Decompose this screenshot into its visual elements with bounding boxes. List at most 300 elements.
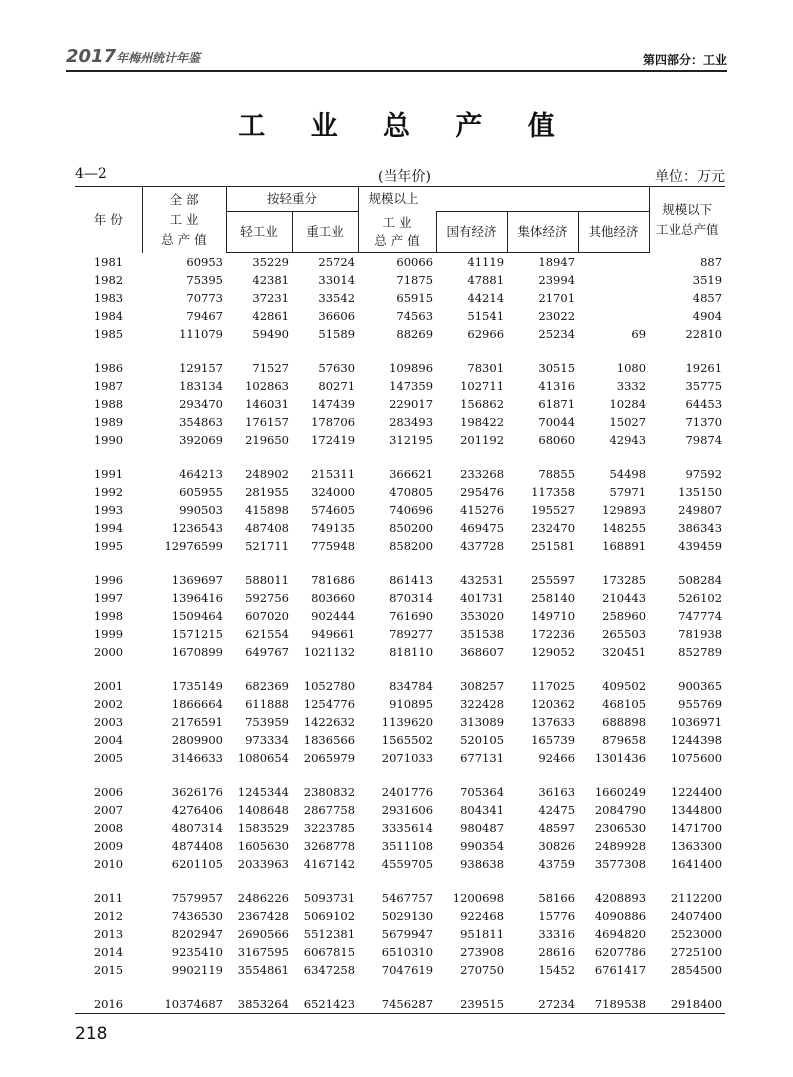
value-cell: 149710 xyxy=(531,609,576,623)
value-cell: 18947 xyxy=(538,255,576,269)
value-cell: 172419 xyxy=(311,433,356,447)
value-cell: 761690 xyxy=(389,609,434,623)
value-cell: 1565502 xyxy=(381,733,434,747)
page-title: 工 业 总 产 值 xyxy=(238,111,573,142)
value-cell: 5467757 xyxy=(381,891,434,905)
value-cell: 852789 xyxy=(678,645,723,659)
value-cell: 313089 xyxy=(460,715,505,729)
yearbook-brand xyxy=(66,46,200,67)
col-total-line2: 工 业 xyxy=(169,211,199,227)
year-cell: 2002 xyxy=(93,697,124,711)
value-cell: 21701 xyxy=(538,291,576,305)
value-cell: 117358 xyxy=(531,485,576,499)
value-cell: 4694820 xyxy=(594,927,647,941)
group-spacer xyxy=(75,449,725,465)
value-cell: 688898 xyxy=(602,715,647,729)
year-cell: 2008 xyxy=(93,821,124,835)
group-spacer xyxy=(75,661,725,677)
value-cell: 469475 xyxy=(460,521,505,535)
value-cell: 749135 xyxy=(311,521,356,535)
value-cell: 781686 xyxy=(311,573,356,587)
value-cell: 2918400 xyxy=(649,995,725,1014)
value-cell: 415276 xyxy=(460,503,505,517)
value-cell: 2486226 xyxy=(237,891,289,905)
value-cell: 109896 xyxy=(389,361,434,375)
value-cell: 7189538 xyxy=(578,995,649,1014)
value-cell: 9902119 xyxy=(171,963,223,977)
value-cell: 102863 xyxy=(245,379,289,393)
value-cell: 887 xyxy=(700,254,723,269)
year-cell: 2009 xyxy=(93,839,124,853)
col-group-light-heavy: 按轻重分 xyxy=(226,187,358,212)
value-cell: 1571215 xyxy=(171,627,223,641)
value-cell: 71527 xyxy=(252,361,289,375)
year-cell: 1997 xyxy=(93,591,124,605)
value-cell: 70773 xyxy=(186,291,223,305)
table-meta xyxy=(75,166,725,184)
value-cell: 15776 xyxy=(538,909,576,923)
value-cell: 51541 xyxy=(467,309,505,323)
table-row xyxy=(75,395,725,413)
value-cell: 990354 xyxy=(460,839,505,853)
spacer-cell xyxy=(75,767,725,783)
value-cell: 366621 xyxy=(389,467,434,481)
table-row xyxy=(75,695,725,713)
value-cell: 19261 xyxy=(685,361,723,375)
col-light: 轻工业 xyxy=(226,212,292,253)
table-row xyxy=(75,253,725,272)
value-cell: 54498 xyxy=(609,467,647,481)
value-cell: 3511108 xyxy=(381,839,434,853)
year-cell: 1993 xyxy=(93,503,124,517)
value-cell: 70044 xyxy=(538,415,576,429)
value-cell: 574605 xyxy=(311,503,356,517)
value-cell: 2489928 xyxy=(594,839,647,853)
value-cell: 677131 xyxy=(460,751,505,765)
value-cell: 178706 xyxy=(311,415,356,429)
value-cell: 68060 xyxy=(538,433,576,447)
table-row xyxy=(75,749,725,767)
value-cell: 146031 xyxy=(245,397,289,411)
table-row xyxy=(75,359,725,377)
value-cell: 649767 xyxy=(245,645,289,659)
value-cell: 607020 xyxy=(245,609,289,623)
col-other: 其他经济 xyxy=(578,212,649,253)
value-cell: 232470 xyxy=(531,521,576,535)
value-cell: 4807314 xyxy=(171,821,223,835)
brand-year: 2017 xyxy=(66,46,117,67)
year-cell: 1995 xyxy=(93,539,124,553)
value-cell: 1224400 xyxy=(670,785,723,799)
value-cell: 804341 xyxy=(460,803,505,817)
value-cell: 308257 xyxy=(460,679,505,693)
value-cell: 322428 xyxy=(460,697,505,711)
year-cell: 1987 xyxy=(93,379,124,393)
value-cell: 775948 xyxy=(311,539,356,553)
value-cell: 147439 xyxy=(311,397,356,411)
group-spacer xyxy=(75,555,725,571)
value-cell: 265503 xyxy=(602,627,647,641)
value-cell: 2401776 xyxy=(381,785,434,799)
value-cell: 464213 xyxy=(179,467,223,481)
spacer-cell xyxy=(75,343,725,359)
value-cell: 75395 xyxy=(186,273,223,287)
col-heavy: 重工业 xyxy=(292,212,358,253)
value-cell: 6207786 xyxy=(594,945,647,959)
value-cell: 900365 xyxy=(678,679,723,693)
value-cell: 2931606 xyxy=(381,803,434,817)
value-cell: 3554861 xyxy=(237,963,289,977)
value-cell: 1670899 xyxy=(171,645,223,659)
value-cell: 79467 xyxy=(186,309,223,323)
value-cell: 1344800 xyxy=(670,803,723,817)
value-cell: 137633 xyxy=(531,715,576,729)
year-cell: 1985 xyxy=(93,327,124,341)
value-cell: 69 xyxy=(631,327,647,341)
value-cell: 3146633 xyxy=(171,751,223,765)
value-cell: 3223785 xyxy=(303,821,356,835)
value-cell: 3853264 xyxy=(226,995,292,1014)
value-cell: 1075600 xyxy=(670,751,723,765)
value-cell: 71875 xyxy=(396,273,434,287)
col-total xyxy=(142,187,226,253)
value-cell: 2867758 xyxy=(303,803,356,817)
value-cell: 6201105 xyxy=(171,857,223,871)
value-cell: 60953 xyxy=(186,254,223,269)
value-cell: 117025 xyxy=(531,679,576,693)
value-cell: 4276406 xyxy=(171,803,223,817)
table-row xyxy=(75,819,725,837)
col-below-line2: 工业总产值 xyxy=(656,221,719,237)
year-cell: 1982 xyxy=(93,273,124,287)
value-cell xyxy=(578,253,649,272)
year-cell: 2011 xyxy=(93,891,124,905)
value-cell: 1139620 xyxy=(381,715,434,729)
value-cell: 2854500 xyxy=(670,963,723,977)
value-cell: 111079 xyxy=(179,327,223,341)
value-cell: 415898 xyxy=(245,503,289,517)
year-cell: 2003 xyxy=(93,715,124,729)
group-spacer xyxy=(75,343,725,359)
value-cell: 682369 xyxy=(245,679,289,693)
year-cell: 1981 xyxy=(93,254,124,269)
value-cell: 861413 xyxy=(389,573,434,587)
value-cell: 611888 xyxy=(245,697,289,711)
value-cell: 176157 xyxy=(245,415,289,429)
value-cell: 9235410 xyxy=(171,945,223,959)
value-cell: 183134 xyxy=(179,379,223,393)
value-cell: 922468 xyxy=(460,909,505,923)
value-cell: 79874 xyxy=(685,433,723,447)
value-cell: 156862 xyxy=(460,397,505,411)
value-cell: 210443 xyxy=(602,591,647,605)
value-cell: 1509464 xyxy=(171,609,223,623)
value-cell xyxy=(578,307,649,325)
value-cell: 2809900 xyxy=(171,733,223,747)
value-cell: 61871 xyxy=(538,397,576,411)
table-row xyxy=(75,571,725,589)
col-group-above: 规模以上 xyxy=(358,187,649,212)
year-cell: 1989 xyxy=(93,415,124,429)
value-cell: 521711 xyxy=(245,539,289,553)
table-row xyxy=(75,483,725,501)
year-cell: 1994 xyxy=(93,521,124,535)
value-cell: 7047619 xyxy=(381,963,434,977)
value-cell: 71370 xyxy=(685,415,723,429)
value-cell: 7456287 xyxy=(358,995,436,1014)
value-cell: 33542 xyxy=(318,291,356,305)
year-cell: 1991 xyxy=(93,467,124,481)
year-cell: 1998 xyxy=(93,609,124,623)
value-cell: 1836566 xyxy=(303,733,356,747)
value-cell: 439459 xyxy=(678,539,723,553)
value-cell: 281955 xyxy=(245,485,289,499)
year-cell: 2014 xyxy=(93,945,124,959)
value-cell: 270750 xyxy=(460,963,505,977)
value-cell: 165739 xyxy=(531,733,576,747)
value-cell: 43759 xyxy=(538,857,576,871)
industrial-output-table xyxy=(75,186,725,1014)
value-cell: 351538 xyxy=(460,627,505,641)
table-code: 4—2 xyxy=(75,166,107,182)
value-cell: 42943 xyxy=(609,433,647,447)
year-cell: 2001 xyxy=(93,679,124,693)
value-cell xyxy=(578,271,649,289)
table-row xyxy=(75,837,725,855)
value-cell: 78855 xyxy=(538,467,576,481)
value-cell: 3268778 xyxy=(303,839,356,853)
value-cell: 949661 xyxy=(311,627,356,641)
col-above-total-line1: 工 业 xyxy=(382,214,412,230)
value-cell: 8202947 xyxy=(171,927,223,941)
table-row xyxy=(75,961,725,979)
value-cell: 2176591 xyxy=(171,715,223,729)
value-cell: 25234 xyxy=(538,327,576,341)
year-cell: 1990 xyxy=(93,433,124,447)
table-row xyxy=(75,925,725,943)
value-cell: 295476 xyxy=(460,485,505,499)
value-cell: 858200 xyxy=(389,539,434,553)
value-cell: 1236543 xyxy=(171,521,223,535)
value-cell: 4904 xyxy=(692,309,723,323)
value-cell: 15027 xyxy=(609,415,647,429)
value-cell: 990503 xyxy=(179,503,223,517)
value-cell: 57630 xyxy=(318,361,356,375)
value-cell: 705364 xyxy=(460,785,505,799)
value-cell: 4167142 xyxy=(303,857,356,871)
value-cell: 12976599 xyxy=(164,539,223,553)
value-cell: 41119 xyxy=(467,255,505,269)
value-cell: 1369697 xyxy=(171,573,223,587)
table-row xyxy=(75,589,725,607)
value-cell: 789277 xyxy=(389,627,434,641)
table-row xyxy=(75,537,725,555)
value-cell: 4090886 xyxy=(594,909,647,923)
value-cell: 508284 xyxy=(678,573,723,587)
table-row xyxy=(75,731,725,749)
col-below-line1: 规模以下 xyxy=(662,201,713,217)
value-cell: 255597 xyxy=(531,573,576,587)
value-cell: 1605630 xyxy=(237,839,289,853)
group-spacer xyxy=(75,873,725,889)
year-cell: 1983 xyxy=(93,291,124,305)
year-cell: 1999 xyxy=(93,627,124,641)
value-cell: 173285 xyxy=(602,573,647,587)
value-cell: 5512381 xyxy=(303,927,356,941)
table-row xyxy=(75,855,725,873)
value-cell: 592756 xyxy=(245,591,289,605)
table-row xyxy=(75,431,725,449)
value-cell: 59490 xyxy=(252,327,289,341)
value-cell: 64453 xyxy=(685,397,723,411)
col-above-total-line2: 总 产 值 xyxy=(374,232,420,248)
table-row xyxy=(75,465,725,483)
value-cell: 129157 xyxy=(179,361,223,375)
value-cell: 249807 xyxy=(678,503,723,517)
col-total-line1: 全 部 xyxy=(169,191,199,207)
value-cell: 2065979 xyxy=(303,751,356,765)
value-cell: 2690566 xyxy=(237,927,289,941)
value-cell: 1301436 xyxy=(594,751,647,765)
value-cell: 42861 xyxy=(252,309,289,323)
value-cell: 487408 xyxy=(245,521,289,535)
value-cell: 5029130 xyxy=(381,909,434,923)
value-cell: 2367428 xyxy=(237,909,289,923)
value-cell: 1036971 xyxy=(670,715,723,729)
value-cell: 2407400 xyxy=(670,909,723,923)
year-cell: 2013 xyxy=(93,927,124,941)
value-cell: 97592 xyxy=(685,467,723,481)
value-cell: 980487 xyxy=(460,821,505,835)
value-cell: 51589 xyxy=(318,327,356,341)
value-cell: 168891 xyxy=(602,539,647,553)
value-cell: 2084790 xyxy=(594,803,647,817)
value-cell: 1245344 xyxy=(237,785,289,799)
table-row xyxy=(75,501,725,519)
value-cell: 102711 xyxy=(460,379,505,393)
value-cell: 293470 xyxy=(179,397,223,411)
spacer-cell xyxy=(75,555,725,571)
page-number: 218 xyxy=(75,1024,108,1044)
value-cell: 3577308 xyxy=(594,857,647,871)
value-cell: 198422 xyxy=(460,415,505,429)
value-cell: 386343 xyxy=(678,521,723,535)
value-cell: 25724 xyxy=(318,255,356,269)
value-cell: 437728 xyxy=(460,539,505,553)
value-cell: 850200 xyxy=(389,521,434,535)
value-cell: 6347258 xyxy=(303,963,356,977)
value-cell: 368607 xyxy=(460,645,505,659)
year-cell: 2016 xyxy=(75,995,142,1014)
value-cell: 1080654 xyxy=(237,751,289,765)
col-year xyxy=(75,187,142,253)
value-cell: 4559705 xyxy=(381,857,434,871)
value-cell: 42475 xyxy=(538,803,576,817)
table-row xyxy=(75,325,725,343)
value-cell: 233268 xyxy=(460,467,505,481)
value-cell: 30515 xyxy=(538,361,576,375)
value-cell: 2380832 xyxy=(303,785,356,799)
value-cell: 3335614 xyxy=(381,821,434,835)
value-cell: 605955 xyxy=(179,485,223,499)
value-cell: 2306530 xyxy=(594,821,647,835)
table-row xyxy=(75,519,725,537)
value-cell: 65915 xyxy=(396,291,434,305)
value-cell: 818110 xyxy=(389,645,434,659)
value-cell: 1422632 xyxy=(303,715,356,729)
table-body xyxy=(75,253,725,1014)
value-cell: 4874408 xyxy=(171,839,223,853)
value-cell: 588011 xyxy=(245,573,289,587)
value-cell: 37231 xyxy=(252,291,289,305)
value-cell: 258140 xyxy=(531,591,576,605)
value-cell: 3519 xyxy=(692,273,723,287)
table-row xyxy=(75,907,725,925)
value-cell: 520105 xyxy=(460,733,505,747)
value-cell: 1244398 xyxy=(670,733,723,747)
value-cell: 4857 xyxy=(692,291,723,305)
table-row xyxy=(75,995,725,1014)
value-cell: 88269 xyxy=(396,327,434,341)
value-cell xyxy=(578,289,649,307)
year-cell: 2015 xyxy=(93,963,124,977)
value-cell: 36606 xyxy=(318,309,356,323)
value-cell: 834784 xyxy=(389,679,434,693)
value-cell: 938638 xyxy=(460,857,505,871)
value-cell: 239515 xyxy=(436,995,507,1014)
value-cell: 23022 xyxy=(538,309,576,323)
unit-label: 单位：万元 xyxy=(655,169,725,185)
year-cell: 1988 xyxy=(93,397,124,411)
col-total-line3: 总 产 值 xyxy=(161,231,207,247)
value-cell: 57971 xyxy=(609,485,647,499)
table-row xyxy=(75,625,725,643)
table-row xyxy=(75,271,725,289)
value-cell: 2523000 xyxy=(670,927,723,941)
value-cell: 58166 xyxy=(538,891,576,905)
value-cell: 10284 xyxy=(609,397,647,411)
running-header xyxy=(66,48,727,72)
value-cell: 215311 xyxy=(311,467,356,481)
value-cell: 248902 xyxy=(245,467,289,481)
value-cell: 803660 xyxy=(311,591,356,605)
value-cell: 219650 xyxy=(245,433,289,447)
value-cell: 47881 xyxy=(467,273,505,287)
table-row xyxy=(75,413,725,431)
table-row xyxy=(75,289,725,307)
col-state: 国有经济 xyxy=(436,212,507,253)
value-cell: 42381 xyxy=(252,273,289,287)
table-row xyxy=(75,713,725,731)
year-cell: 2000 xyxy=(93,645,124,659)
value-cell: 35229 xyxy=(252,255,289,269)
year-cell: 1984 xyxy=(93,309,124,323)
value-cell: 92466 xyxy=(538,751,576,765)
value-cell: 1866664 xyxy=(171,697,223,711)
value-cell: 392069 xyxy=(179,433,223,447)
section-label: 第四部分：工业 xyxy=(642,53,727,67)
value-cell: 148255 xyxy=(602,521,647,535)
value-cell: 147359 xyxy=(389,379,434,393)
value-cell: 1254776 xyxy=(303,697,356,711)
value-cell: 135150 xyxy=(678,485,723,499)
table-row xyxy=(75,607,725,625)
value-cell: 33014 xyxy=(318,273,356,287)
value-cell: 526102 xyxy=(678,591,723,605)
value-cell: 273908 xyxy=(460,945,505,959)
value-cell: 312195 xyxy=(389,433,434,447)
value-cell: 5069102 xyxy=(303,909,356,923)
